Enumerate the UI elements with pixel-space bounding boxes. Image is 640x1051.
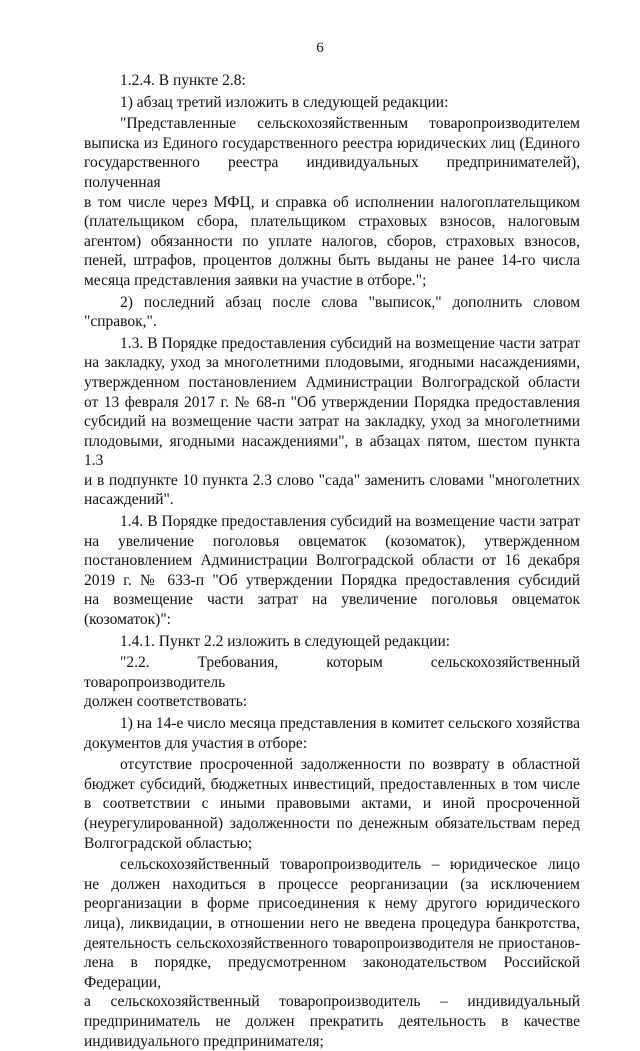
text-line: отсутствие просроченной задолженности по возврату в областной	[84, 755, 580, 775]
document-body	[84, 71, 580, 1051]
text-line: постановлением Администрации Волгоградской области от 16 декабря	[84, 551, 580, 571]
page-number: 6	[0, 40, 640, 57]
text-line: Волгоградской областью;	[84, 834, 580, 854]
text-line: 2019 г. № 633-п "Об утверждении Порядка предоставления субсидий	[84, 571, 580, 591]
text-line: лена в порядке, предусмотренном законодательством Российской Федерации,	[84, 953, 580, 992]
text-line: 2) последний абзац после слова "выписок," дополнить словом	[84, 293, 580, 313]
text-line: бюджет субсидий, бюджетных инвестиций, предоставленных в том числе	[84, 775, 580, 795]
text-line: выписка из Единого государственного реестра юридических лиц (Единого	[84, 134, 580, 154]
text-line: и в подпункте 10 пункта 2.3 слово "сада" заменить словами "многолетних	[84, 471, 580, 491]
text-line: государственного реестра индивидуальных предпринимателей), полученная	[84, 153, 580, 192]
text-line: (козоматок)":	[84, 610, 580, 630]
text-line: (неурегулированной) задолженности по денежным обязательствам перед	[84, 814, 580, 834]
text-line: а сельскохозяйственный товаропроизводитель – индивидуальный	[84, 992, 580, 1012]
text-line: 1.4.1. Пункт 2.2 изложить в следующей редакции:	[84, 632, 580, 652]
text-line: лица), ликвидации, в отношении него не введена процедура банкротства,	[84, 914, 580, 934]
text-line: агентом) обязанности по уплате налогов, сборов, страховых взносов,	[84, 232, 580, 252]
text-line: насаждений".	[84, 490, 580, 510]
text-line: на возмещение части затрат на увеличение поголовья овцематок	[84, 590, 580, 610]
text-line: "Представленные сельскохозяйственным товаропроизводителем	[84, 114, 580, 134]
text-line: сельскохозяйственный товаропроизводитель – юридическое лицо	[84, 855, 580, 875]
text-line: 1.3. В Порядке предоставления субсидий на возмещение части затрат	[84, 334, 580, 354]
text-line: 1.4. В Порядке предоставления субсидий на возмещение части затрат	[84, 512, 580, 532]
text-line: на закладку, уход за многолетними плодовыми, ягодными насаждениями,	[84, 353, 580, 373]
text-line: в том числе через МФЦ, и справка об исполнении налогоплательщиком	[84, 193, 580, 213]
text-line: "справок,".	[84, 312, 580, 332]
text-line: плодовыми, ягодными насаждениями", в абзацах пятом, шестом пункта 1.3	[84, 432, 580, 471]
text-line: 1) абзац третий изложить в следующей редакции:	[84, 93, 580, 113]
text-line: 1) на 14-е число месяца представления в комитет сельского хозяйства	[84, 714, 580, 734]
text-line: деятельность сельскохозяйственного товаропроизводителя не приостанов-	[84, 934, 580, 954]
text-line: (плательщиком сбора, плательщиком страховых взносов, налоговым	[84, 212, 580, 232]
text-line: предприниматель не должен прекратить деятельность в качестве	[84, 1012, 580, 1032]
text-line: от 13 февраля 2017 г. № 68-п "Об утверждении Порядка предоставления	[84, 393, 580, 413]
text-line: документов для участия в отборе:	[84, 734, 580, 754]
text-line: 1.2.4. В пункте 2.8:	[84, 71, 580, 91]
text-line: субсидий на возмещение части затрат на закладку, уход за многолетними	[84, 412, 580, 432]
text-line: не должен находиться в процессе реорганизации (за исключением	[84, 875, 580, 895]
text-line: утвержденном постановлением Администрации Волгоградской области	[84, 373, 580, 393]
text-line: "2.2. Требования, которым сельскохозяйственный товаропроизводитель	[84, 653, 580, 692]
text-line: в соответствии с иными правовыми актами, и иной просроченной	[84, 794, 580, 814]
text-line: реорганизации в форме присоединения к нему другого юридического	[84, 894, 580, 914]
text-line: на увеличение поголовья овцематок (козоматок), утвержденном	[84, 532, 580, 552]
text-line: пеней, штрафов, процентов должны быть выданы не ранее 14-го числа	[84, 251, 580, 271]
text-line: индивидуального предпринимателя;	[84, 1032, 580, 1051]
text-line: месяца представления заявки на участие в отборе.";	[84, 271, 580, 291]
text-line: должен соответствовать:	[84, 692, 580, 712]
